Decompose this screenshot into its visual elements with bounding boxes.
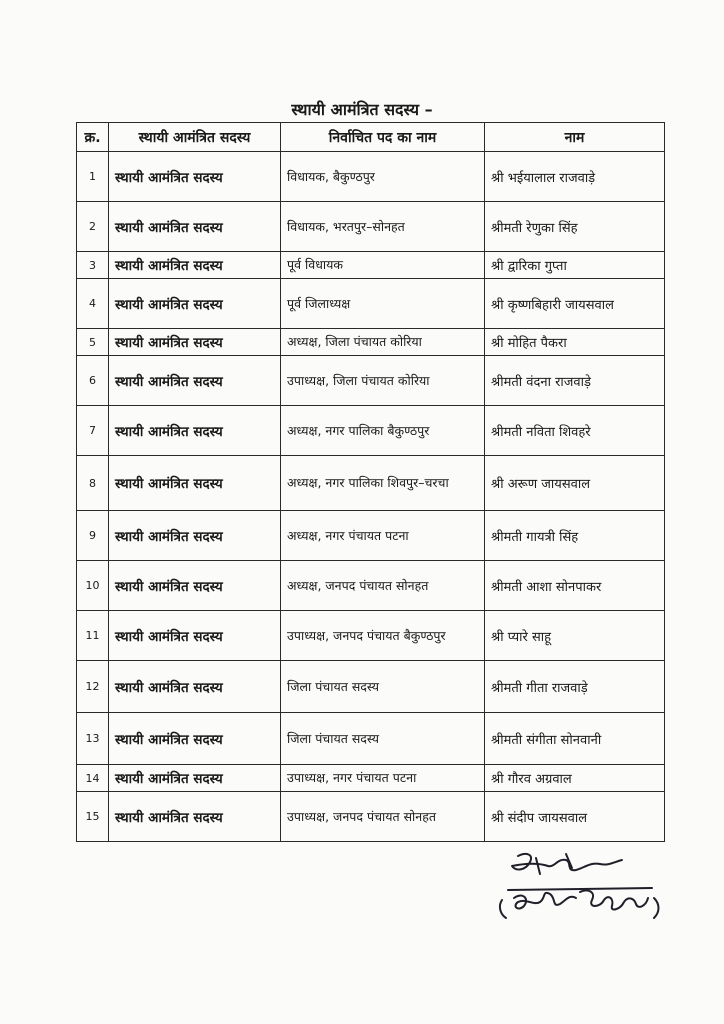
row-name: श्रीमती नविता शिवहरे — [485, 406, 665, 456]
row-role: स्थायी आमंत्रित सदस्य — [109, 329, 281, 356]
row-name: श्रीमती संगीता सोनवानी — [485, 713, 665, 765]
row-serial: 11 — [77, 611, 109, 661]
row-serial: 8 — [77, 456, 109, 511]
table-row — [77, 406, 665, 456]
row-name: श्री अरूण जायसवाल — [485, 456, 665, 511]
table-row — [77, 713, 665, 765]
row-post: अध्यक्ष, जनपद पंचायत सोनहत — [281, 561, 485, 611]
row-serial: 3 — [77, 252, 109, 279]
document-title: स्थायी आमंत्रित सदस्य – — [291, 100, 433, 119]
table-row — [77, 561, 665, 611]
row-serial: 9 — [77, 511, 109, 561]
table-row — [77, 661, 665, 713]
row-name: श्री संदीप जायसवाल — [485, 792, 665, 842]
row-post: अध्यक्ष, नगर पालिका शिवपुर–चरचा — [281, 456, 485, 511]
table-row — [77, 252, 665, 279]
row-name: श्री मोहित पैकरा — [485, 329, 665, 356]
row-post: विधायक, बैकुण्ठपुर — [281, 152, 485, 202]
row-name: श्री द्वारिका गुप्ता — [485, 252, 665, 279]
row-role: स्थायी आमंत्रित सदस्य — [109, 792, 281, 842]
row-post: जिला पंचायत सदस्य — [281, 661, 485, 713]
row-serial: 4 — [77, 279, 109, 329]
row-role: स्थायी आमंत्रित सदस्य — [109, 765, 281, 792]
row-role: स्थायी आमंत्रित सदस्य — [109, 611, 281, 661]
row-post: पूर्व विधायक — [281, 252, 485, 279]
table-row — [77, 152, 665, 202]
row-post: पूर्व जिलाध्यक्ष — [281, 279, 485, 329]
row-role: स्थायी आमंत्रित सदस्य — [109, 456, 281, 511]
row-serial: 10 — [77, 561, 109, 611]
table-row — [77, 356, 665, 406]
members-table — [76, 122, 665, 842]
row-serial: 12 — [77, 661, 109, 713]
row-serial: 1 — [77, 152, 109, 202]
table-row — [77, 279, 665, 329]
row-name: श्री भईयालाल राजवाड़े — [485, 152, 665, 202]
handwritten-signature — [496, 848, 666, 928]
row-post: अध्यक्ष, नगर पंचायत पटना — [281, 511, 485, 561]
row-role: स्थायी आमंत्रित सदस्य — [109, 152, 281, 202]
table-row — [77, 765, 665, 792]
row-role: स्थायी आमंत्रित सदस्य — [109, 661, 281, 713]
row-name: श्रीमती गीता राजवाड़े — [485, 661, 665, 713]
row-role: स्थायी आमंत्रित सदस्य — [109, 252, 281, 279]
header-name: नाम — [485, 123, 665, 152]
row-serial: 2 — [77, 202, 109, 252]
row-name: श्रीमती गायत्री सिंह — [485, 511, 665, 561]
row-post: विधायक, भरतपुर–सोनहत — [281, 202, 485, 252]
row-post: उपाध्यक्ष, जिला पंचायत कोरिया — [281, 356, 485, 406]
signature-scribble-icon — [496, 848, 666, 928]
header-post: निर्वाचित पद का नाम — [281, 123, 485, 152]
row-name: श्रीमती वंदना राजवाड़े — [485, 356, 665, 406]
row-name: श्रीमती आशा सोनपाकर — [485, 561, 665, 611]
row-name: श्री प्यारे साहू — [485, 611, 665, 661]
row-serial: 14 — [77, 765, 109, 792]
row-post: अध्यक्ष, नगर पालिका बैकुण्ठपुर — [281, 406, 485, 456]
row-post: उपाध्यक्ष, जनपद पंचायत सोनहत — [281, 792, 485, 842]
table-row — [77, 792, 665, 842]
table-row — [77, 456, 665, 511]
header-role: स्थायी आमंत्रित सदस्य — [109, 123, 281, 152]
row-serial: 13 — [77, 713, 109, 765]
table-row — [77, 202, 665, 252]
table-row — [77, 511, 665, 561]
row-post: जिला पंचायत सदस्य — [281, 713, 485, 765]
row-serial: 15 — [77, 792, 109, 842]
row-role: स्थायी आमंत्रित सदस्य — [109, 561, 281, 611]
row-name: श्रीमती रेणुका सिंह — [485, 202, 665, 252]
row-role: स्थायी आमंत्रित सदस्य — [109, 713, 281, 765]
row-role: स्थायी आमंत्रित सदस्य — [109, 356, 281, 406]
row-post: उपाध्यक्ष, जनपद पंचायत बैकुण्ठपुर — [281, 611, 485, 661]
row-post: उपाध्यक्ष, नगर पंचायत पटना — [281, 765, 485, 792]
row-serial: 7 — [77, 406, 109, 456]
row-role: स्थायी आमंत्रित सदस्य — [109, 279, 281, 329]
table-row — [77, 329, 665, 356]
row-role: स्थायी आमंत्रित सदस्य — [109, 406, 281, 456]
row-name: श्री गौरव अग्रवाल — [485, 765, 665, 792]
row-role: स्थायी आमंत्रित सदस्य — [109, 511, 281, 561]
row-role: स्थायी आमंत्रित सदस्य — [109, 202, 281, 252]
header-serial: क्र. — [77, 123, 109, 152]
table-row — [77, 611, 665, 661]
row-name: श्री कृष्णबिहारी जायसवाल — [485, 279, 665, 329]
row-post: अध्यक्ष, जिला पंचायत कोरिया — [281, 329, 485, 356]
row-serial: 5 — [77, 329, 109, 356]
row-serial: 6 — [77, 356, 109, 406]
table-header-row — [77, 123, 665, 152]
